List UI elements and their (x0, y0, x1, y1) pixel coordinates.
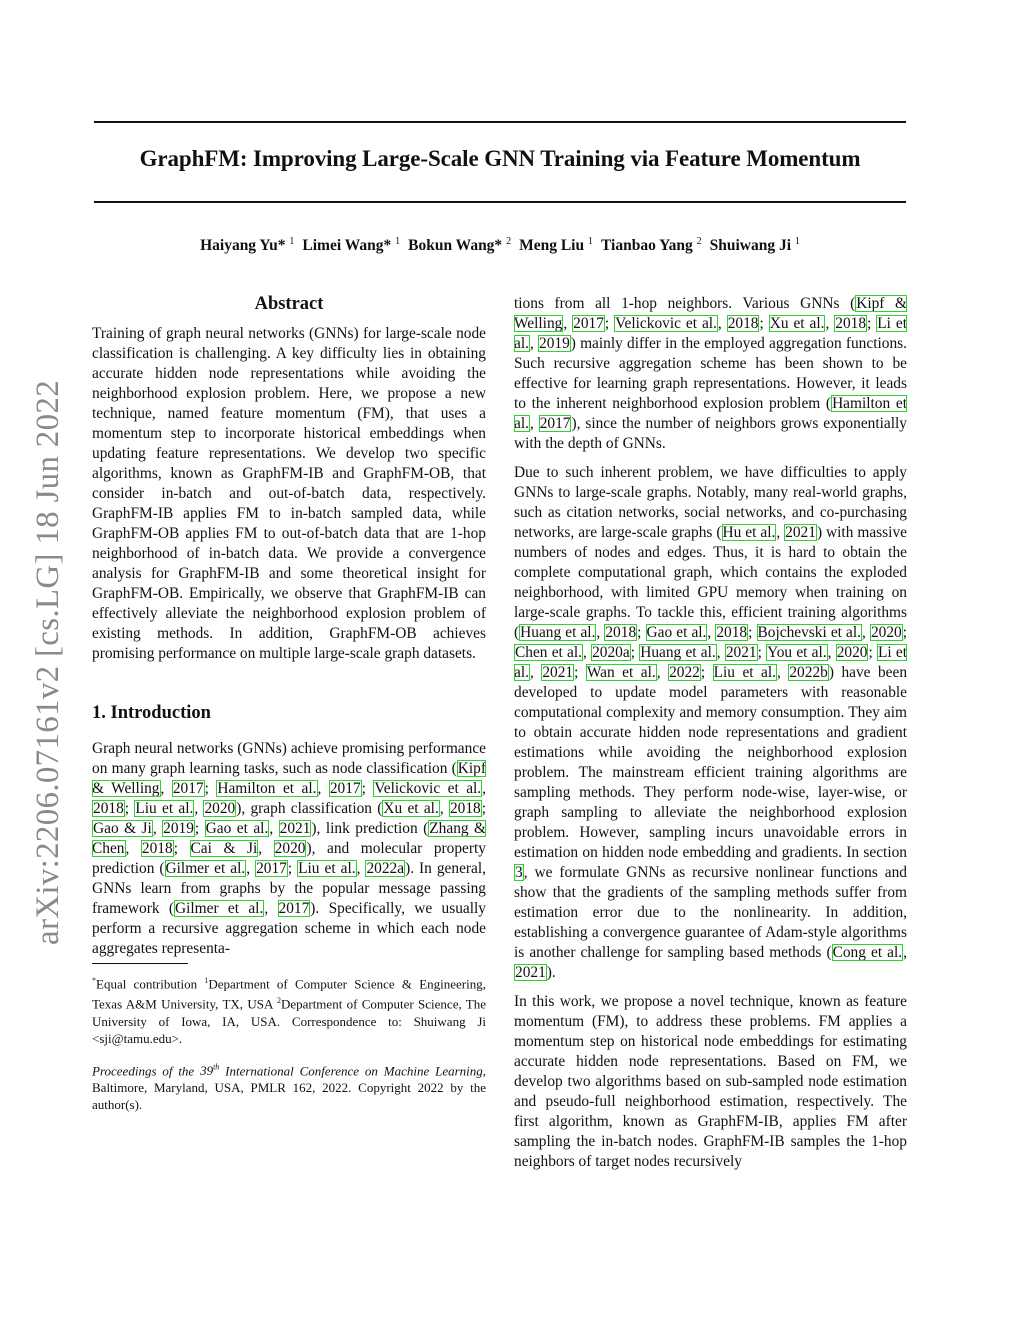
text-run: ), link prediction ( (311, 820, 429, 837)
text-run: , (777, 664, 789, 681)
citation-link[interactable]: 2022a (366, 860, 405, 877)
citation-link[interactable]: Hamilton et al. (217, 780, 317, 797)
text-run: , (529, 335, 538, 352)
equal-contribution-note: Equal contribution (96, 976, 198, 992)
footnote-star: * (92, 976, 96, 985)
text-run: , (246, 860, 256, 877)
citation-link[interactable]: Liu et al. (713, 664, 777, 681)
author-affiliation-mark: 2 (696, 236, 702, 247)
footnote-aff-1: 1 (204, 976, 209, 985)
proceedings-details: , Baltimore, Maryland, USA, PMLR 162, 2022. Copyright 2022 by the author(s). (92, 1062, 487, 1112)
text-run: , (583, 644, 592, 661)
author-name: Meng Liu $^1$ (519, 236, 593, 255)
text-run: , (152, 820, 163, 837)
text-run: tions from all 1-hop neighbors. Various GNNs ( (514, 295, 856, 312)
abstract-heading: Abstract (254, 294, 324, 314)
text-run: ; (287, 860, 298, 877)
arxiv-identifier: arXiv:2206.07161v2 [cs.LG] 18 Jun 2022 (30, 379, 66, 945)
abstract-text: Training of graph neural networks (GNNs) for large-scale node classification is challenging. A key difficulty lies in obtaining accurate hidden node representations while avoiding the neighborhood explosion problem. Here, we propose a new technique, named feature momentum (FM), that uses a momentum step to incorporate historical embeddings when updating feature representations. We develop two specific algorithms, known as GraphFM-IB and GraphFM-OB, that consider in-batch and out-of-batch data, respectively. GraphFM-IB applies FM to in-batch sampled data, while GraphFM-OB applies FM to out-of-batch data that are 1-hop neighborhood of in-batch data. We provide a convergence analysis for GraphFM-IB and some theoretical insight for GraphFM-OB. Empirically, we observe that GraphFM-IB can effectively alleviate the neighborhood explosion problem of existing methods. In addition, GraphFM-OB achieves promising performance on multiple large-scale graph datasets. (92, 325, 486, 662)
citation-link[interactable]: 2022b (789, 664, 828, 681)
citation-link[interactable]: Li et al. (514, 644, 908, 681)
text-run: ) have been developed to update model parameters with reasonable computational complexity and memory consumption. They aim to obtain accurate hidden node representations and gradient estimations while avoiding the neighborhood explosion problem. The mainstream efficient training algorithms are sampling methods. They perform node-wise, layer-wise, or graph sampling to alleviate the neighborhood explosion problem. However, sampling incurs unavoidable errors in estimation on hidden node embedding and gradients. In section (514, 664, 908, 861)
author-name: Tianbao Yang $^2$ (600, 236, 702, 255)
citation-link[interactable]: 2021 (785, 524, 816, 541)
citation-link[interactable]: Velickovic et al. (615, 315, 717, 332)
text-run: ; (630, 644, 640, 661)
text-run: ). (546, 964, 556, 981)
citation-link[interactable]: You et al. (767, 644, 827, 661)
text-run: ). Specifically, we usually perform a recursive aggregation scheme in which each node aggregates representa- (92, 900, 486, 957)
author-affiliation-mark: 2 (506, 236, 512, 247)
citation-link[interactable]: 2020 (870, 624, 902, 641)
author-name: Limei Wang* $^1$ (302, 236, 401, 255)
citation-link[interactable]: Gilmer et al. (174, 900, 264, 917)
text-run: ; (361, 780, 374, 797)
citation-link[interactable]: Liu et al. (298, 860, 356, 877)
citation-link[interactable]: Velickovic et al. (374, 780, 482, 797)
text-run: ; (700, 664, 713, 681)
citation-link[interactable]: Hamilton et al. (514, 395, 907, 432)
text-run: ; (757, 644, 767, 661)
citation-link[interactable]: Chen et al. (515, 644, 582, 661)
author-affiliation-mark: 1 (395, 236, 401, 247)
text-run: , (825, 315, 835, 332)
text-run: , (529, 415, 539, 432)
citation-link[interactable]: 2018 (716, 624, 748, 641)
author-affiliation-mark: 1 (289, 236, 295, 247)
affiliation-footnote (92, 972, 486, 1047)
citation-link[interactable]: Gao & Ji (93, 820, 152, 837)
title-rule-bottom (94, 201, 906, 203)
right-column (514, 294, 907, 1172)
citation-link[interactable]: Li et al. (514, 315, 907, 352)
intro-paragraph-2 (514, 463, 907, 983)
citation-link[interactable]: 2017 (539, 415, 571, 432)
introduction-heading: 1. Introduction (92, 703, 211, 723)
citation-link[interactable]: Cong et al. (832, 944, 903, 961)
text-run: ; (868, 644, 877, 661)
text-run: , (439, 800, 449, 817)
text-run: , (776, 524, 785, 541)
citation-link[interactable]: Cai & Ji (190, 840, 258, 857)
citation-link[interactable]: 2017 (573, 315, 604, 332)
text-run: ) mainly differ in the employed aggregation functions. Such recursive aggregation scheme has been shown to be effective for learning graph representations. However, it leads to the inherent neighborhood explosion problem ( (514, 335, 907, 412)
text-run: Due to such inherent problem, we have difficulties to apply GNNs to large-scale graphs. Notably, many real-world graphs, such as citation networks, social networks, and co-purchasing networks, are large-scale graphs ( (514, 464, 907, 541)
citation-link[interactable]: Wan et al. (586, 664, 656, 681)
citation-link[interactable]: 2021 (542, 664, 574, 681)
text-run: , (862, 624, 870, 641)
footnote-rule (92, 963, 188, 964)
title-rule-top (94, 121, 906, 123)
citation-link[interactable]: 2018 (141, 840, 173, 857)
text-run: , (529, 664, 542, 681)
text-run: ; (604, 315, 615, 332)
citation-link[interactable]: 2018 (835, 315, 867, 332)
citation-link[interactable]: Hu et al. (722, 524, 776, 541)
affiliation-1: Department of Computer Science & Engineering, Texas A&M University, TX, USA (92, 976, 486, 1012)
citation-link[interactable]: Gao et al. (646, 624, 707, 641)
text-run: , (716, 644, 725, 661)
citation-link[interactable]: 2017 (329, 780, 361, 797)
affiliation-2: Department of Computer Science, The University of Iowa, IA, USA. Correspondence to: Shuiwang Ji <sji@tamu.edu>. (92, 996, 486, 1046)
text-run: ; (173, 840, 190, 857)
citation-link[interactable]: 2019 (539, 335, 570, 352)
text-run: , (656, 664, 669, 681)
text-run: ) with massive numbers of nodes and edges. Thus, it is hard to obtain the complete computational graph, which contains the exploded neighborhood, with limited GPU memory when training on large-scale graphs. To tackle this, efficient training algorithms ( (514, 524, 907, 641)
text-run: , we formulate GNNs as recursive nonlinear functions and show that the gradients of the sampling methods suffer from estimation error due to the nonlinearity. In addition, establishing a convergence guarantee of Adam-style algorithms is another challenge for sampling based methods ( (514, 864, 907, 961)
citation-link[interactable]: 2018 (605, 624, 637, 641)
text-run: , (827, 644, 836, 661)
author-affiliation-mark: 1 (794, 236, 800, 247)
text-run: , (258, 840, 274, 857)
text-run: , (707, 624, 716, 641)
citation-link[interactable]: Kipf & Welling (92, 760, 486, 797)
conference-name: International Conference on Machine Learning (225, 1062, 483, 1078)
intro-paragraph-3: In this work, we propose a novel technique, known as feature momentum (FM), to address these problems. FM applies a momentum step on historical node embeddings for estimating accurate hidden node representations. Based on FM, we develop two algorithms based on sub-sampled node estimation and pseudo-full neighborhood estimation, respectively. The first algorithm, known as GraphFM-IB, applies FM after sampling the in-batch nodes. GraphFM-IB samples the 1-hop neighbors of target nodes recursively (514, 993, 907, 1170)
text-run: Graph neural networks (GNNs) achieve promising performance on many graph learning tasks, such as node classification ( (92, 740, 486, 777)
paper-title: GraphFM: Improving Large-Scale GNN Training via Feature Momentum (139, 146, 861, 171)
footnote-aff-2: 2 (276, 996, 281, 1006)
citation-link[interactable]: Kipf & Welling (514, 295, 908, 332)
text-run: , (482, 780, 487, 797)
citation-link[interactable]: 2021 (279, 820, 311, 837)
text-run: ; (124, 800, 135, 817)
citation-link[interactable]: Gao et al. (205, 820, 269, 837)
proceedings-number: 39th (200, 1062, 220, 1078)
author-affiliation-mark: 1 (587, 236, 593, 247)
citation-link[interactable]: Huang et al. (520, 624, 596, 641)
citation-link[interactable]: 2018 (93, 800, 124, 817)
text-run: ; (902, 624, 907, 641)
text-run: , (717, 315, 727, 332)
text-run: ; (574, 664, 586, 681)
citation-link[interactable]: Huang et al. (640, 644, 716, 661)
text-run: ; (481, 800, 486, 817)
citation-link[interactable]: 2017 (172, 780, 204, 797)
author-name: Bokun Wang* $^2$ (408, 236, 512, 255)
text-run: ), graph classification ( (236, 800, 383, 817)
author-name: Shuiwang Ji $^1$ (709, 236, 800, 255)
text-run: ), and molecular property prediction ( (92, 840, 486, 877)
intro-paragraph-1 (92, 739, 486, 959)
citation-link[interactable]: 2022 (669, 664, 700, 681)
text-run: ; (748, 624, 757, 641)
citation-link[interactable]: 3 (515, 864, 523, 881)
proceedings-label: Proceedings of the (92, 1062, 195, 1078)
text-run: ), since the number of neighbors grows exponentially with the depth of GNNs. (514, 415, 907, 452)
text-run: , (903, 944, 907, 961)
citation-link[interactable]: 2017 (256, 860, 287, 877)
text-run: , (317, 780, 329, 797)
citation-link[interactable]: Bojchevski et al. (757, 624, 861, 641)
text-run: , (356, 860, 366, 877)
citation-link[interactable]: 2021 (725, 644, 757, 661)
text-run: ; (204, 780, 217, 797)
citation-link[interactable]: 2020 (274, 840, 306, 857)
text-run: ; (637, 624, 646, 641)
text-run: ; (867, 315, 877, 332)
intro-paragraph-1-continued (514, 294, 907, 454)
citation-link[interactable]: 2020 (204, 800, 236, 817)
text-run: , (563, 315, 573, 332)
citation-link[interactable]: 2018 (449, 800, 481, 817)
citation-link[interactable]: 2021 (515, 964, 546, 981)
citation-link[interactable]: 2017 (278, 900, 310, 917)
citation-link[interactable]: 2018 (727, 315, 759, 332)
proceedings-note (92, 1059, 486, 1113)
text-run: , (596, 624, 605, 641)
citation-link[interactable]: Liu et al. (135, 800, 194, 817)
citation-link[interactable]: 2020 (836, 644, 868, 661)
text-run: , (264, 900, 278, 917)
left-column (92, 294, 486, 1113)
text-run: , (269, 820, 279, 837)
text-run: ). In general, GNNs learn from graphs by the popular message passing framework ( (92, 860, 486, 917)
text-run: ; (194, 820, 205, 837)
citation-link[interactable]: Zhang & Chen (92, 820, 487, 857)
author-name: Haiyang Yu* $^1$ (200, 236, 295, 255)
citation-link[interactable]: Gilmer et al. (165, 860, 246, 877)
citation-link[interactable]: 2019 (163, 820, 194, 837)
text-run: , (194, 800, 204, 817)
text-run: , (160, 780, 172, 797)
citation-link[interactable]: 2020a (592, 644, 630, 661)
text-run: , (125, 840, 141, 857)
text-run: ; (759, 315, 769, 332)
citation-link[interactable]: Xu et al. (769, 315, 825, 332)
author-list (94, 236, 906, 255)
citation-link[interactable]: Xu et al. (383, 800, 439, 817)
